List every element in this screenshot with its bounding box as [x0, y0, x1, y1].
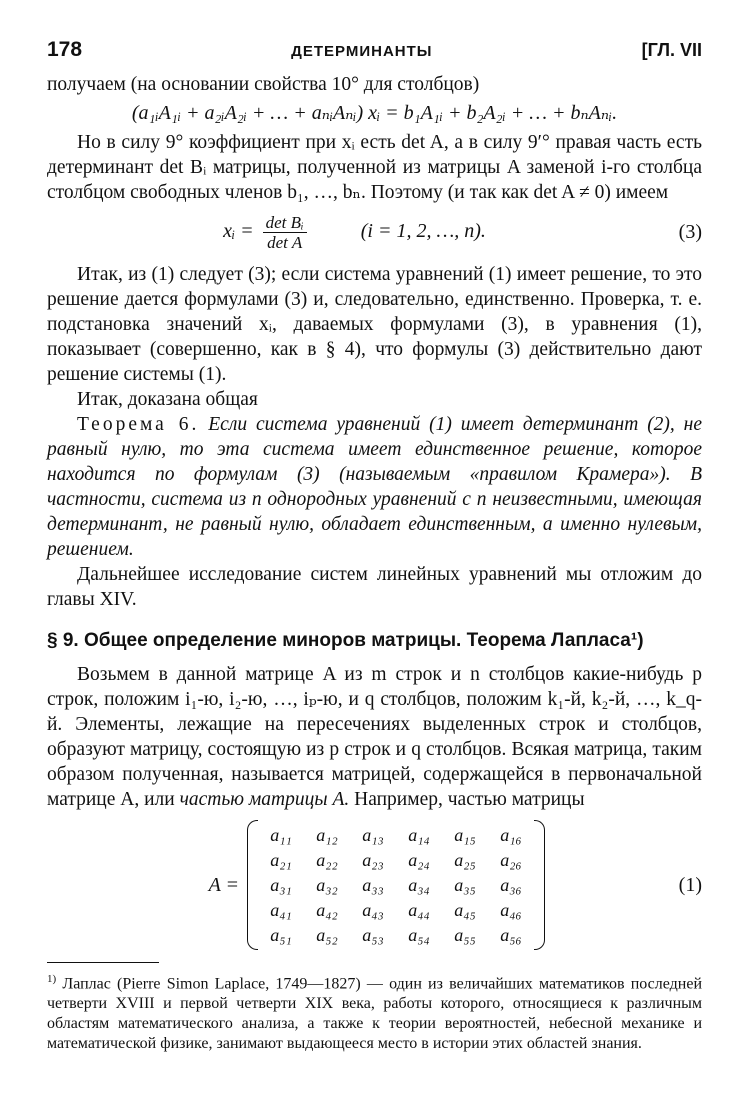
- paragraph-1: получаем (на основании свойства 10° для столбцов): [47, 74, 480, 95]
- theorem-6: [47, 412, 702, 562]
- chapter-label: [ГЛ. VII: [641, 40, 702, 60]
- equation-cramer-condition: (i = 1, 2, …, n).: [360, 220, 486, 243]
- matrix-cell: a₁₂: [316, 824, 338, 845]
- matrix-row: [258, 898, 534, 923]
- matrix-table: [258, 823, 534, 948]
- matrix-cell: a₂₆: [500, 849, 522, 870]
- matrix-row: [258, 873, 534, 898]
- matrix-cell: a₄₂: [316, 899, 338, 920]
- matrix-display: [47, 820, 702, 950]
- matrix-cell: a₄₄: [408, 899, 430, 920]
- matrix-cell: a₄₃: [362, 899, 384, 920]
- matrix-cell: a₅₁: [270, 924, 292, 945]
- matrix-cell: a₄₁: [270, 899, 292, 920]
- matrix-cell: a₃₂: [316, 874, 338, 895]
- equation-sum-text: (a₁ᵢA₁ᵢ + a₂ᵢA₂ᵢ + … + aₙᵢAₙᵢ) xᵢ = b₁A₁ᵢ + b₂A₂ᵢ + … + bₙAₙᵢ.: [131, 102, 618, 124]
- running-header: [47, 38, 702, 72]
- footnote-rule: [47, 962, 159, 963]
- equation-cramer-lhs: xᵢ =: [223, 220, 254, 243]
- matrix-cell: a₄₅: [454, 899, 476, 920]
- equation-sum: [47, 101, 702, 126]
- fraction-numerator: det Bᵢ: [263, 213, 307, 233]
- equation-number-3: (3): [678, 221, 702, 243]
- equation-number-1: (1): [678, 873, 702, 896]
- equation-cramer: [47, 213, 702, 252]
- matrix-row: [258, 923, 534, 948]
- fraction-denominator: det A: [267, 233, 303, 252]
- matrix-cell: a₅₅: [454, 924, 476, 945]
- matrix-cell: a₁₅: [454, 824, 476, 845]
- emphasis-part-of-matrix: частью матрицы A.: [179, 789, 350, 810]
- footnote-text: Лаплас (Pierre Simon Laplace, 1749—1827) — один из величайших математиков последней четверти XVIII и первой четверти XIX века, работы которого, относящиеся к различным областям математического анализа, а также к теории вероятностей, небесной механике и математической физике, занимают выдающееся место в истории этих областей знания.: [47, 975, 703, 1053]
- matrix-cell: a₂₅: [454, 849, 476, 870]
- page: [47, 38, 702, 1054]
- paragraph-2: Но в силу 9° коэффициент при xᵢ есть det A, а в силу 9′° правая часть есть детерминант det Bᵢ матрицы, полученной из матрицы A заменой i-го столбца столбцом свободных членов b₁, …, bₙ. Поэтому (и так как det A ≠ 0) имеем: [47, 132, 702, 203]
- matrix-cell: a₅₃: [362, 924, 384, 945]
- right-parenthesis: [534, 820, 545, 950]
- matrix-cell: a₁₄: [408, 824, 430, 845]
- matrix-row: [258, 823, 534, 848]
- matrix-cell: a₅₄: [408, 924, 430, 945]
- matrix-cell: a₁₁: [270, 824, 292, 845]
- theorem-text: Если система уравнений (1) имеет детерминант (2), не равный нулю, то эта система имеет единственное решение, которое находится по формулам (3) (называемым «правилом Крамера»). В частности, система из n однородных уравнений с n неизвестными, имеющая детерминант, не равный нулю, обладает единственным, а именно нулевым, решением.: [47, 414, 703, 560]
- matrix-cell: a₂₂: [316, 849, 338, 870]
- footnote-mark: 1): [47, 973, 57, 985]
- footnote: [47, 969, 702, 1054]
- matrix-cell: a₂₁: [270, 849, 292, 870]
- matrix-cell: a₃₃: [362, 874, 384, 895]
- matrix-cell: a₂₄: [408, 849, 430, 870]
- matrix-row: [258, 848, 534, 873]
- matrix-cell: a₃₅: [454, 874, 476, 895]
- matrix-cell: a₄₆: [500, 899, 522, 920]
- matrix-cell: a₁₃: [362, 824, 384, 845]
- paragraph-6: Возьмем в данной матрице A из m строк и n столбцов какие-нибудь p строк, положим i₁-ю, i₂-ю, …, iₚ-ю, и q столбцов, положим k₁-й, k₂-й, …, k_q-й. Элементы, лежащие на пересечениях выделенных строк и столбцов, образуют матрицу, состоящую из p строк и q столбцов. Всякая матрица, таким образом полученная, называется матрицей, содержащейся в первоначальной матрице A, или частью матрицы A. Например, частью матрицы: [47, 664, 702, 810]
- matrix-cell: a₅₆: [500, 924, 522, 945]
- matrix-cell: a₁₆: [500, 824, 522, 845]
- paragraph-5: Дальнейшее исследование систем линейных уравнений мы отложим до главы XIV.: [47, 564, 702, 610]
- equation-cramer-fraction: [263, 213, 307, 252]
- running-title: ДЕТЕРМИНАНТЫ: [291, 43, 433, 60]
- section-heading: § 9. Общее определение миноров матрицы. Теорема Лапласа¹): [47, 630, 644, 651]
- matrix-cell: a₃₁: [270, 874, 292, 895]
- page-number: 178: [47, 38, 83, 61]
- matrix-lhs: A =: [208, 873, 239, 896]
- matrix-cell: a₃₄: [408, 874, 430, 895]
- paragraph-4: Итак, доказана общая: [77, 389, 258, 410]
- paragraph-3: Итак, из (1) следует (3); если система уравнений (1) имеет решение, то это решение дается формулами (3) и, следовательно, единственно. Проверка, т. е. подстановка значений xᵢ, даваемых формулами (3), в уравнения (1), показывает (совершенно, как в § 4), что формулы (3) действительно дают решение системы (1).: [47, 264, 702, 385]
- theorem-label: Теорема 6.: [77, 414, 200, 435]
- matrix-cell: a₃₆: [500, 874, 522, 895]
- matrix-cell: a₅₂: [316, 924, 338, 945]
- left-parenthesis: [247, 820, 258, 950]
- matrix-cell: a₂₃: [362, 849, 384, 870]
